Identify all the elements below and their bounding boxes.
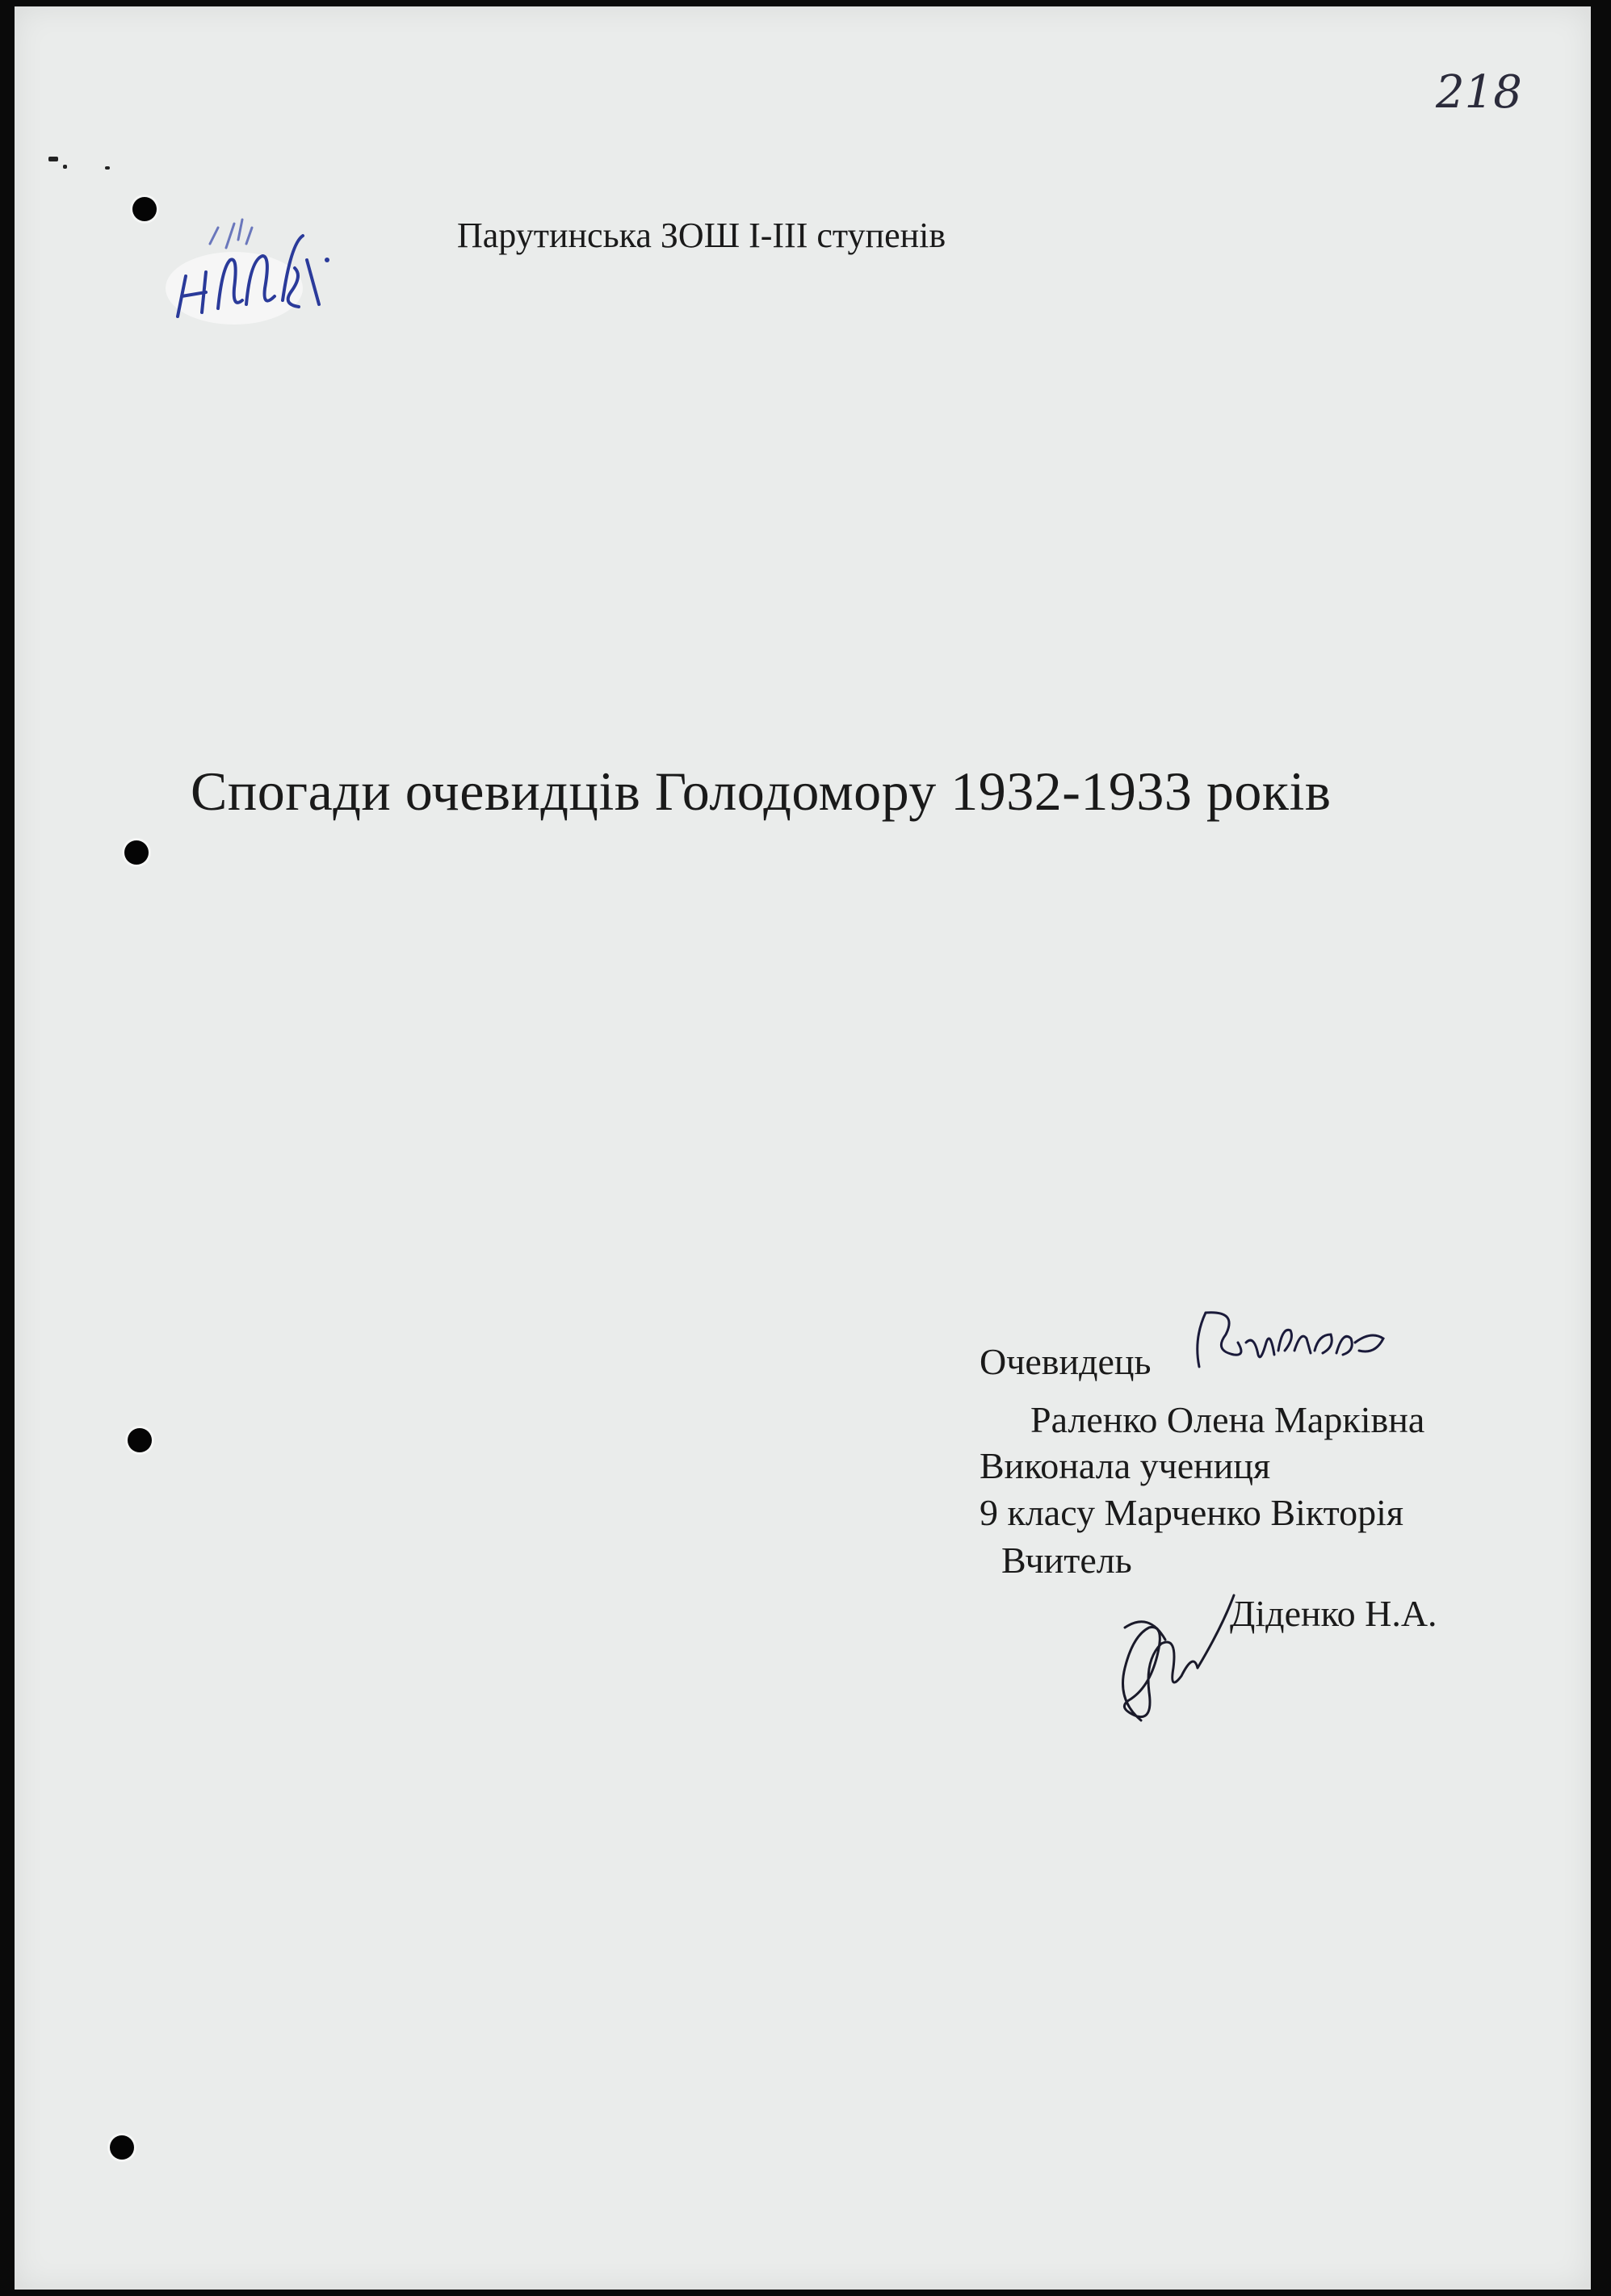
ink-speck bbox=[105, 166, 110, 170]
ink-speck bbox=[48, 157, 58, 161]
document-page bbox=[15, 6, 1591, 2290]
eyewitness-label: Очевидець bbox=[980, 1341, 1152, 1382]
eyewitness-name: Раленко Олена Марківна bbox=[1030, 1399, 1425, 1440]
punch-hole bbox=[132, 197, 157, 221]
teacher-label: Вчитель bbox=[1001, 1540, 1132, 1581]
eyewitness-signature bbox=[1189, 1306, 1399, 1375]
handwritten-mark-icon bbox=[162, 212, 339, 341]
student-name: 9 класу Марченко Вікторія bbox=[980, 1492, 1404, 1533]
punch-hole bbox=[124, 840, 149, 865]
teacher-signature-icon bbox=[1093, 1579, 1238, 1732]
page-number: 218 bbox=[1436, 66, 1522, 119]
ink-speck bbox=[63, 165, 67, 169]
punch-hole bbox=[110, 2135, 134, 2160]
punch-hole bbox=[128, 1428, 152, 1452]
school-name: Парутинська ЗОШ I-III ступенів bbox=[457, 216, 946, 255]
document-title: Спогади очевидців Голодомору 1932-1933 років bbox=[191, 760, 1332, 822]
teacher-name: Діденко Н.А. bbox=[1230, 1593, 1437, 1634]
performed-by-label: Виконала учениця bbox=[980, 1445, 1271, 1486]
